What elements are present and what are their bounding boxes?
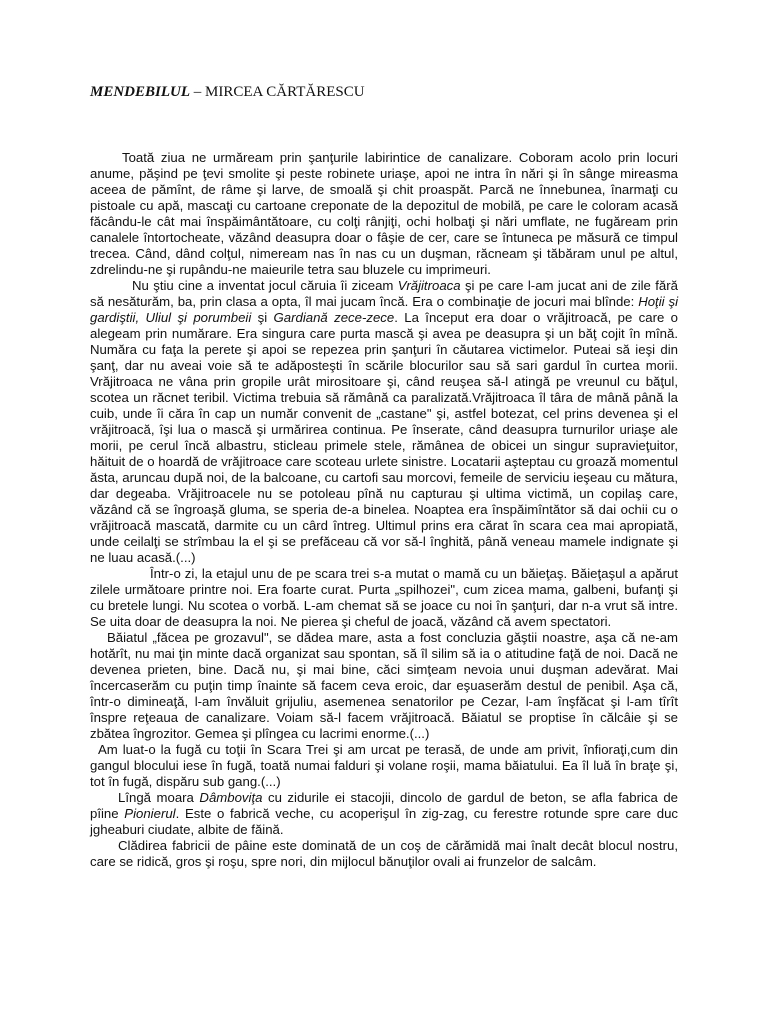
document-title <box>90 84 365 101</box>
body-text <box>90 150 678 870</box>
paragraph-6-text-a: Lîngă moara <box>118 790 200 805</box>
paragraph-3: Într-o zi, la etajul unu de pe scara trei s-a mutat o mamă cu un băieţaş. Băieţaşul a apărut zilele următoare printre noi. Era foarte curat. Purta „spilhozei", cum zicea mama, galbeni, bufanţi şi cu bretele lungi. Nu scotea o vorbă. L-am chemat să se joace cu noi în şanţuri, dar n-a vrut să intre. Se uita doar de deasupra la noi. Ne pierea şi cheful de joacă, văzând că avem spectatori. <box>90 566 678 629</box>
paragraph-6-text-e: . Este o fabrică veche, cu acoperişul în zig-zag, cu ferestre rotunde spre care duc jgheaburi ciudate, albite de făină. <box>90 806 679 837</box>
mill-name: Dâmboviţa <box>199 790 263 805</box>
game-names-hotii-uliul: Hoţii şi gardiştii, Uliul şi porumbeii <box>90 294 678 325</box>
paragraph-5: Am luat-o la fugă cu toţii în Scara Trei şi am urcat pe terasă, de unde am privit, înfioraţi,cum din gangul blocului iese în fugă, toată numai falduri şi volane roşii, mama băiatului. Ea îl luă în braţe şi, tot în fugă, dispăru sub gang.(...) <box>90 742 678 789</box>
title-separator: – <box>190 84 206 100</box>
paragraph-2-text-e: şi <box>251 310 274 325</box>
bakery-name: Pionierul <box>124 806 176 821</box>
paragraph-7: Clădirea fabricii de pâine este dominată de un coş de cărămidă mai înalt decât blocul nostru, care se ridică, gros şi roşu, spre nori, din mijlocul bănuţilor ovali ai frunzelor de salcâm. <box>90 838 678 869</box>
paragraph-6 <box>90 790 678 838</box>
paragraph-2-text-c: şi pe care l-am jucat ani de zile fără să nesăturăm, ba, prin clasa a opta, îl mai jucam încă. Era o combinaţie de jocuri mai blînde: <box>90 278 678 309</box>
paragraph-1: Toată ziua ne urmăream prin şanţurile labirintice de canalizare. Coboram acolo prin locuri anume, păşind pe ţevi smolite şi peste robinete uriaşe, apoi ne intra în nări şi în sânge mireasma aceea de pămînt, de râme şi larve, de smoală şi chit proaspăt. Parcă ne înnebunea, înarmaţi cu pistoale cu apă, mascaţi cu cartoane creponate de la depozitul de mobilă, pe care le coloram acasă făcându-le cât mai înspăimântătoare, cu colţi rânjiţi, ochi holbaţi şi nări umflate, ne fugăream prin canalele întortocheate, văzând deasupra doar o fâşie de cer, care se întuneca pe măsură ce timpul trecea. Când, dând colţul, nimeream nas în nas cu un duşman, răcneam şi tăbăram unul pe altul, zdrelindu-ne şi rupându-ne maieurile tetra sau bluzele cu imprimeuri. <box>90 150 678 277</box>
paragraph-4: Băiatul „făcea pe grozavul", se dădea mare, asta a fost concluzia găştii noastre, aşa că ne-am hotărît, nu mai ţin minte dacă organizat sau spontan, să îl silim să ia o atitudine faţă de noi. Dacă ne devenea prieten, bine. Dacă nu, şi mai bine, căci simţeam nevoia unui duşman adevărat. Mai încercaserăm cu puţin timp înainte să facem ceva eroic, dar eşuaserăm destul de penibil. Aşa că, într-o dimineaţă, l-am învăluit grijuliu, asemenea senatorilor pe Cezar, l-am înşfăcat şi l-am tîrît înspre reţeaua de canalizare. Voiam să-l facem vrăjitroacă. Băiatul se proptise în călcâie şi se zbătea îngrozitor. Gemea şi plîngea cu lacrimi enorme.(...) <box>90 630 678 741</box>
game-name-vrajitroaca: Vrăjitroaca <box>397 278 461 293</box>
paragraph-2 <box>90 278 678 566</box>
game-name-gardiana: Gardiană zece-zece <box>273 310 395 325</box>
paragraph-2-text-a: Nu ştiu cine a inventat jocul căruia îi ziceam <box>132 278 398 293</box>
author-name: MIRCEA CĂRTĂRESCU <box>205 84 365 100</box>
paragraph-2-text-g: . La început era doar o vrăjitroacă, pe care o alegeam prin numărare. Era singura care purta mască şi avea pe deasupra şi un băţ cojit în mînă. Număra cu faţa la perete şi apoi se repezea prin şanţuri în căutarea victimelor. Puteai să ieşi din şanţ, dar nu aveai voie să te adăposteşti în scările blocurilor sau să sari gardul în curtea morii. Vrăjitroaca ne vâna prin gropile urât mirositoare şi, când reuşea să-l atingă pe vreunul cu băţul, scotea un răcnet teribil. Victima trebuia să rămână ca paralizată.Vrăjitroaca îl târa de mână până la cuib, unde îi căra în cap un număr convenit de „castane" şi, astfel botezat, cel prins devenea şi el vrăjitroacă, îşi lua o mască şi urmărirea continua. Pe înserate, când deasupra turnurilor uriaşe ale morii, pe cerul încă albastru, sticleau primele stele, rămânea de obicei un singur supravieţuitor, hăituit de o hoardă de vrăjitroace care scoteau urlete sinistre. Locatarii aşteptau cu groază momentul ăsta, aruncau după noi, de la balcoane, cu cartofi sau morcovi, femeile de serviciu ieşeau cu mătura, dar degeaba. Vrăjitroacele nu se potoleau pînă nu capturau şi ultima victimă, un copilaş care, văzând că se îngroaşă gluma, se speria de-a binelea. Noaptea era înspăimîntător să dai ochii cu o vrăjitroacă mascată, darmite cu un cârd întreg. Ultimul prins era cărat în scara cea mai apropiată, unde ceilalţi se strîmbau la el şi se prefăceau că vor să-l înghită, până veneau mamele indignate şi ne luau acasă.(...) <box>90 310 678 565</box>
paragraph-6-text-c: cu zidurile ei stacojii, dincolo de gardul de beton, se afla fabrica de pîine <box>90 790 678 821</box>
work-title: MENDEBILUL <box>90 84 191 100</box>
